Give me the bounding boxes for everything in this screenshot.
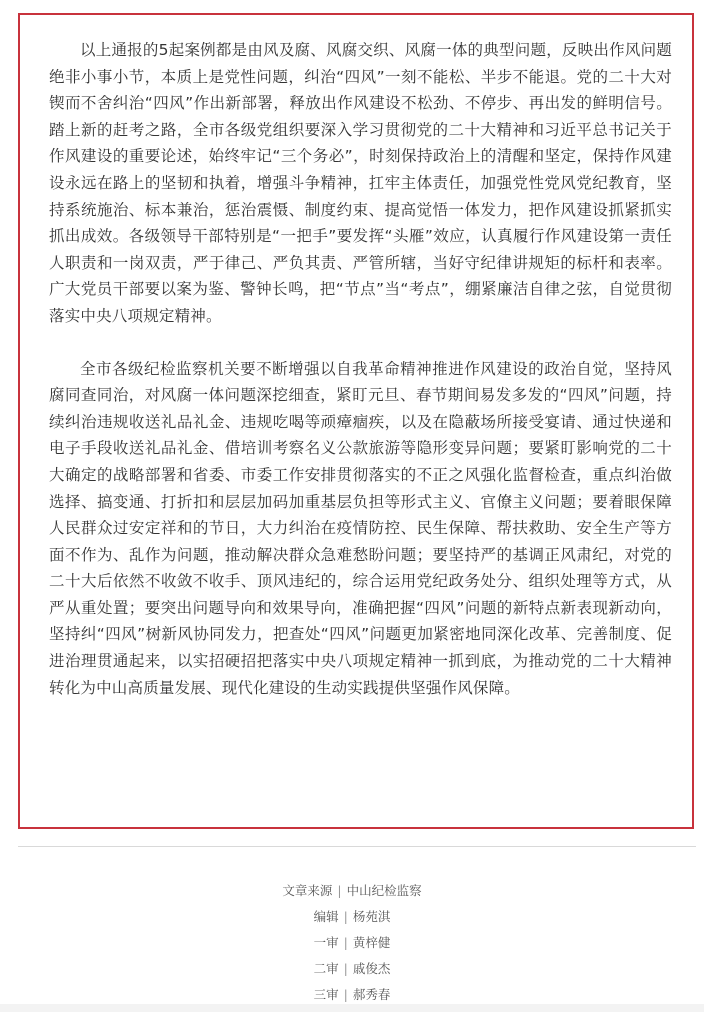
credit-review-1-value: 黄梓健	[352, 935, 391, 950]
credit-review-2-label: 二审	[313, 961, 339, 976]
credit-review-3-label: 三审	[313, 987, 339, 1002]
credit-separator: |	[343, 987, 348, 1002]
credits-block	[0, 878, 704, 1008]
credit-separator: |	[343, 961, 348, 976]
article-paragraph-2: 全市各级纪检监察机关要不断增强以自我革命精神推进作风建设的政治自觉，坚持风腐同查同治，对风腐一体问题深挖细查，紧盯元旦、春节期间易发多发的“四风”问题，持续纠治违规收送礼品礼金、违规吃喝等顽瘴痼疾，以及在隐蔽场所接受宴请、通过快递和电子手段收送礼品礼金、借培训考察名义公款旅游等隐形变异问题；要紧盯影响党的二十大确定的战略部署和省委、市委工作安排贯彻落实的不正之风强化监督检查，重点纠治做选择、搞变通、打折扣和层层加码加重基层负担等形式主义、官僚主义问题；要着眼保障人民群众过安定祥和的节日，大力纠治在疫情防控、民生保障、帮扶救助、安全生产等方面不作为、乱作为问题，推动解决群众急难愁盼问题；要坚持严的基调正风肃纪，对党的二十大后依然不收敛不收手、顶风违纪的，综合运用党纪政务处分、组织处理等方式，从严从重处置；要突出问题导向和效果导向，准确把握“四风”问题的新特点新表现新动向，坚持纠“四风”树新风协同发力，把查处“四风”问题更加紧密地同深化改革、完善制度、促进治理贯通起来，以实招硬招把落实中央八项规定精神一抓到底，为推动党的二十大精神转化为中山高质量发展、现代化建设的生动实践提供坚强作风保障。	[49, 359, 672, 697]
credit-review-2-value: 戚俊杰	[352, 961, 391, 976]
credit-editor-label: 编辑	[313, 909, 339, 924]
credit-separator: |	[337, 883, 342, 898]
article-paragraph-1: 以上通报的5起案例都是由风及腐、风腐交织、风腐一体的典型问题，反映出作风问题绝非小事小节，本质上是党性问题，纠治“四风”一刻不能松、半步不能退。党的二十大对锲而不舍纠治“四风”作出新部署，释放出作风建设不松劲、不停步、再出发的鲜明信号。踏上新的赶考之路，全市各级党组织要深入学习贯彻党的二十大精神和习近平总书记关于作风建设的重要论述，始终牢记“三个务必”，时刻保持政治上的清醒和坚定，保持作风建设永远在路上的坚韧和执着，增强斗争精神，扛牢主体责任，加强党性党风党纪教育，坚持系统施治、标本兼治，惩治震慑、制度约束、提高觉悟一体发力，把作风建设抓紧抓实抓出成效。各级领导干部特别是“一把手”要发挥“头雁”效应，认真履行作风建设第一责任人职责和一岗双责，严于律己、严负其责、严管所辖，当好守纪律讲规矩的标杆和表率。广大党员干部要以案为鉴、警钟长鸣，把“节点”当“考点”，绷紧廉洁自律之弦，自觉贯彻落实中央八项规定精神。	[49, 41, 672, 325]
credit-separator: |	[343, 909, 348, 924]
credit-review-3-value: 郝秀春	[352, 987, 391, 1002]
divider-line	[18, 846, 696, 847]
credit-review-1-label: 一审	[313, 935, 339, 950]
credit-separator: |	[343, 935, 348, 950]
credit-editor-value: 杨苑淇	[352, 909, 391, 924]
credit-review-1	[0, 930, 704, 956]
credit-source	[0, 878, 704, 904]
credit-review-2	[0, 956, 704, 982]
credit-source-label: 文章来源	[282, 883, 333, 898]
credit-editor	[0, 904, 704, 930]
bottom-bar	[0, 1004, 704, 1012]
credit-source-value: 中山纪检监察	[346, 883, 422, 898]
article-box	[18, 13, 694, 829]
